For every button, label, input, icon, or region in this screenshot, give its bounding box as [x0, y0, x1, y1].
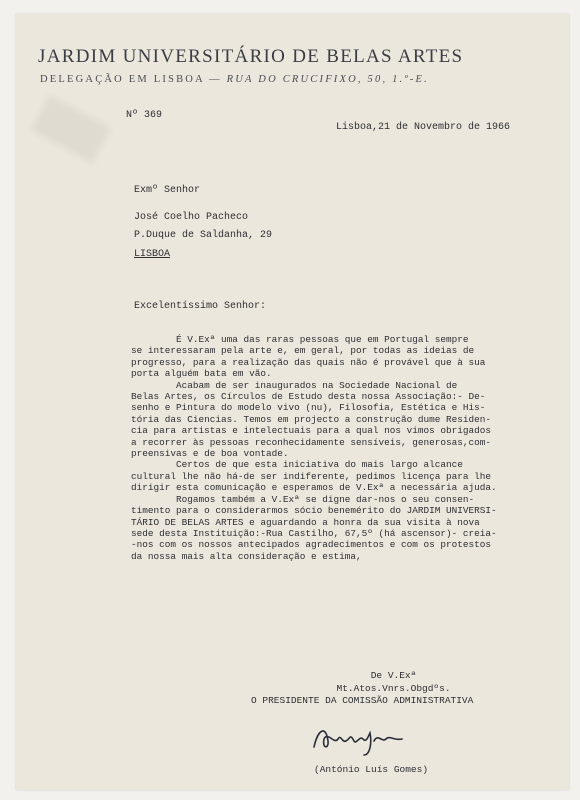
- closing-line-1: De V.Exª: [251, 670, 417, 681]
- body-line: Acabam de ser inaugurados na Sociedade Nacional de: [131, 379, 458, 391]
- body-line: tória das Ciencias. Temos em projecto a construção dume Residen-: [131, 413, 492, 425]
- body-line: É V.Exª uma das raras pessoas que em Portugal sempre: [131, 334, 469, 345]
- body-line: progresso, para a realização das quais não é provável que à sua: [131, 356, 486, 368]
- reference-number: Nº 369: [126, 110, 163, 121]
- closing-line-3: O PRESIDENTE DA COMISSÃO ADMINISTRATIVA: [251, 695, 474, 706]
- body-line: Rogamos também a V.Exª se digne dar-nos o seu consen-: [131, 493, 475, 505]
- body-line: senho e Pintura do modelo vivo (nu), Filosofia, Estética e His-: [131, 402, 486, 414]
- body-line: timento para o considerarmos sócio benemérito do JARDIM UNIVERSI-: [131, 505, 497, 517]
- recipient-street: P.Duque de Saldanha, 29: [134, 230, 273, 241]
- body-line: TÁRIO DE BELAS ARTES e aguardando a honra da sua visita à nova: [131, 516, 480, 528]
- body-line: cia para artistas e intelectuais para a qual nos vimos obrigados: [131, 425, 492, 437]
- recipient-salutation: Exmº Senhor: [134, 185, 201, 196]
- recipient-block: [134, 182, 272, 264]
- body-line: se interessaram pela arte e, em geral, por todas as ideias de: [131, 345, 475, 357]
- body-line: cultural lhe não há-de ser indiferente, pedimos licença para lhe: [131, 470, 492, 482]
- closing-block: [251, 670, 473, 708]
- body-line: sede desta Instituição:-Rua Castilho, 67,5º (há ascensor)- creia-: [131, 527, 497, 539]
- paper-crease: [31, 95, 112, 163]
- letterhead-title: JARDIM UNIVERSITÁRIO DE BELAS ARTES: [38, 46, 464, 67]
- body-line: -nos com os nossos antecipados agradecimentos e com os protestos: [131, 539, 492, 551]
- closing-line-2: Mt.Atos.Vnrs.Obgdºs.: [251, 682, 451, 694]
- body-line: Belas Artes, os Círculos de Estudo desta nossa Associação:- De-: [131, 391, 486, 403]
- greeting: Excelentíssimo Senhor:: [134, 301, 267, 312]
- recipient-city: LISBOA: [134, 248, 171, 260]
- recipient-name: José Coelho Pacheco: [134, 211, 249, 223]
- body-line: Certos de que esta iniciativa do mais largo alcance: [131, 459, 463, 471]
- body-line: preensivas e de boa vontade.: [131, 448, 289, 460]
- letterhead-address: RUA DO CRUCIFIXO, 50, 1.º-E.: [226, 74, 429, 85]
- letterhead-delegation: DELEGAÇÃO EM LISBOA —: [40, 74, 227, 85]
- body-line: dirigir esta comunicação e esperamos de V.Exª a necessária ajuda.: [131, 482, 497, 494]
- body-line: da nossa mais alta consideração e estima,: [131, 550, 362, 562]
- letter-sheet: [16, 14, 569, 790]
- letterhead-subtitle: [40, 74, 550, 85]
- signatory-name: (António Luís Gomes): [314, 764, 429, 775]
- handwritten-signature: [306, 719, 416, 759]
- body-line: porta alguém bata em vão.: [131, 368, 272, 380]
- body-line: a recorrer às pessoas reconhecidamente sensíveis, generosas,com-: [131, 436, 492, 448]
- letter-date: Lisboa,21 de Novembro de 1966: [336, 122, 511, 133]
- letter-body: [131, 334, 561, 562]
